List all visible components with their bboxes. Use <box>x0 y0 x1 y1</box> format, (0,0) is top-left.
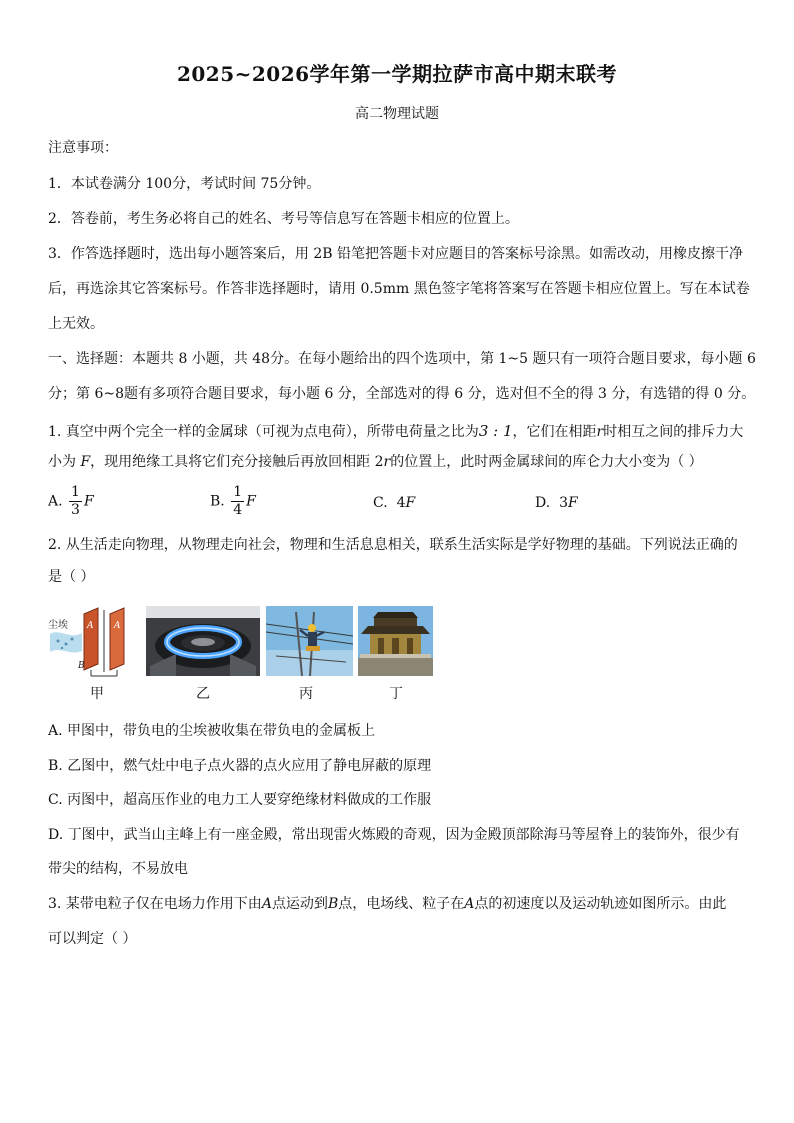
q1-option-d[interactable] <box>535 493 578 513</box>
q1-line-2 <box>48 452 748 472</box>
q1-var-r2: r <box>383 454 391 470</box>
q1-option-a-label: A. <box>48 493 63 510</box>
q2-option-b[interactable]: B. 乙图中，燃气灶中电子点火器的点火应用了静电屏蔽的原理 <box>48 758 432 774</box>
figure-jia-plate-a2: A <box>114 621 121 631</box>
notice-item-1: 1．本试卷满分 100分，考试时间 75分钟。 <box>48 176 321 192</box>
q1-text-b: ，它们在相距 <box>512 424 597 440</box>
q1-line-1 <box>48 421 748 442</box>
q1-option-b-var: F <box>246 493 256 510</box>
q1-option-b-denominator: 4 <box>233 502 243 518</box>
figure-jia-dust-label: 尘埃 <box>48 620 68 631</box>
q1-text-e: ，现用绝缘工具将它们充分接触后再放回相距 2 <box>90 454 384 470</box>
figure-label-jia: 甲 <box>90 686 104 702</box>
figure-jia-plate-b: B <box>78 661 85 671</box>
q3-point-a2: A <box>464 896 475 912</box>
q1-option-c-var: F <box>405 495 416 511</box>
q1-ratio: 3 : 1 <box>478 422 513 440</box>
figure-bing-power-worker <box>266 606 353 676</box>
notice-item-3-line-1: 3．作答选择题时，选出每小题答案后，用 2B 铅笔把答题卡对应题目的答案标号涂黑。如需改动，用橡皮擦干净 <box>48 246 744 262</box>
figure-yi-gas-stove <box>146 606 260 676</box>
q1-option-d-label: D. <box>535 495 551 511</box>
notice-heading: 注意事项： <box>48 140 118 156</box>
q1-option-a-denominator: 3 <box>71 502 80 518</box>
q1-option-b-label: B. <box>210 493 225 510</box>
q1-text-a: 1. 真空中两个完全一样的金属球（可视为点电荷），所带电荷量之比为 <box>48 424 479 440</box>
q1-option-b[interactable] <box>210 484 256 519</box>
q2-line-2: 是（ ） <box>48 569 95 585</box>
q1-option-d-var: F <box>568 495 578 511</box>
q1-text-d: 小为 <box>48 454 76 470</box>
q2-option-c[interactable]: C. 丙图中，超高压作业的电力工人要穿绝缘材料做成的工作服 <box>48 792 432 808</box>
q1-option-d-coef: 3 <box>559 495 569 511</box>
figure-ding-golden-hall <box>358 606 433 676</box>
q1-option-b-fraction <box>231 484 244 519</box>
q3-text-d: 点的初速度以及运动轨迹如图所示。由此 <box>474 896 727 912</box>
q3-text-a: 3. 某带电粒子仅在电场力作用下由 <box>48 896 262 912</box>
q3-line-2: 可以判定（ ） <box>48 931 137 947</box>
q2-option-a[interactable]: A. 甲图中，带负电的尘埃被收集在带负电的金属板上 <box>48 723 376 739</box>
q1-option-a-var: F <box>83 493 94 510</box>
q1-option-a-fraction <box>69 484 82 519</box>
q2-option-d-line-2[interactable]: 带尖的结构，不易放电 <box>48 861 188 877</box>
q1-option-a[interactable] <box>48 484 94 519</box>
notice-item-2: 2．答卷前，考生务必将自己的姓名、考号等信息写在答题卡相应的位置上。 <box>48 211 519 227</box>
q3-text-c: 点，电场线、粒子在 <box>338 896 465 912</box>
q2-line-1: 2. 从生活走向物理，从物理走向社会，物理和生活息息相关，联系生活实际是学好物理的基础。下列说法正确的 <box>48 537 738 553</box>
q1-text-f: 的位置上，此时两金属球间的库仑力大小变为（ ） <box>390 454 703 470</box>
figure-jia-precipitator <box>48 606 136 678</box>
exam-subtitle: 高二物理试题 <box>355 106 439 122</box>
q1-text-c: 时相互之间的排斥力大 <box>603 424 744 440</box>
q3-text-b: 点运动到 <box>271 896 328 912</box>
q1-option-c[interactable] <box>373 493 415 513</box>
notice-item-3-line-3: 上无效。 <box>48 316 104 332</box>
q1-var-r: r <box>596 424 604 440</box>
section-1-line-2: 分；第 6~8题有多项符合题目要求，每小题 6 分，全部选对的得 6 分，选对但不全的得 3 分，有选错的得 0 分。 <box>48 386 756 402</box>
notice-item-3-line-2: 后，再选涂其它答案标号。作答非选择题时，请用 0.5mm 黑色签字笔将答案写在答题卡相应位置上。写在本试卷 <box>48 281 750 297</box>
q1-option-c-label: C. <box>373 495 388 511</box>
q1-option-b-numerator: 1 <box>233 484 243 500</box>
q3-line-1 <box>48 894 748 914</box>
q1-option-c-coef: 4 <box>396 495 406 511</box>
figure-jia-plate-a1: A <box>87 621 94 631</box>
figure-label-yi: 乙 <box>196 686 210 702</box>
q1-option-a-numerator: 1 <box>71 484 80 500</box>
q1-var-f: F <box>80 454 91 470</box>
q2-option-d-line-1[interactable]: D. 丁图中，武当山主峰上有一座金殿，常出现雷火炼殿的奇观，因为金殿顶部除海马等屋脊上的装饰外，很少有 <box>48 827 740 843</box>
q3-point-b: B <box>327 896 339 912</box>
exam-title: 2025~2026学年第一学期拉萨市高中期末联考 <box>176 62 618 86</box>
figure-label-ding: 丁 <box>389 686 403 702</box>
q3-point-a: A <box>261 896 272 912</box>
figure-label-bing: 丙 <box>299 686 313 702</box>
section-1-line-1: 一、选择题：本题共 8 小题，共 48分。在每小题给出的四个选项中，第 1~5 题只有一项符合题目要求，每小题 6 <box>48 351 756 367</box>
